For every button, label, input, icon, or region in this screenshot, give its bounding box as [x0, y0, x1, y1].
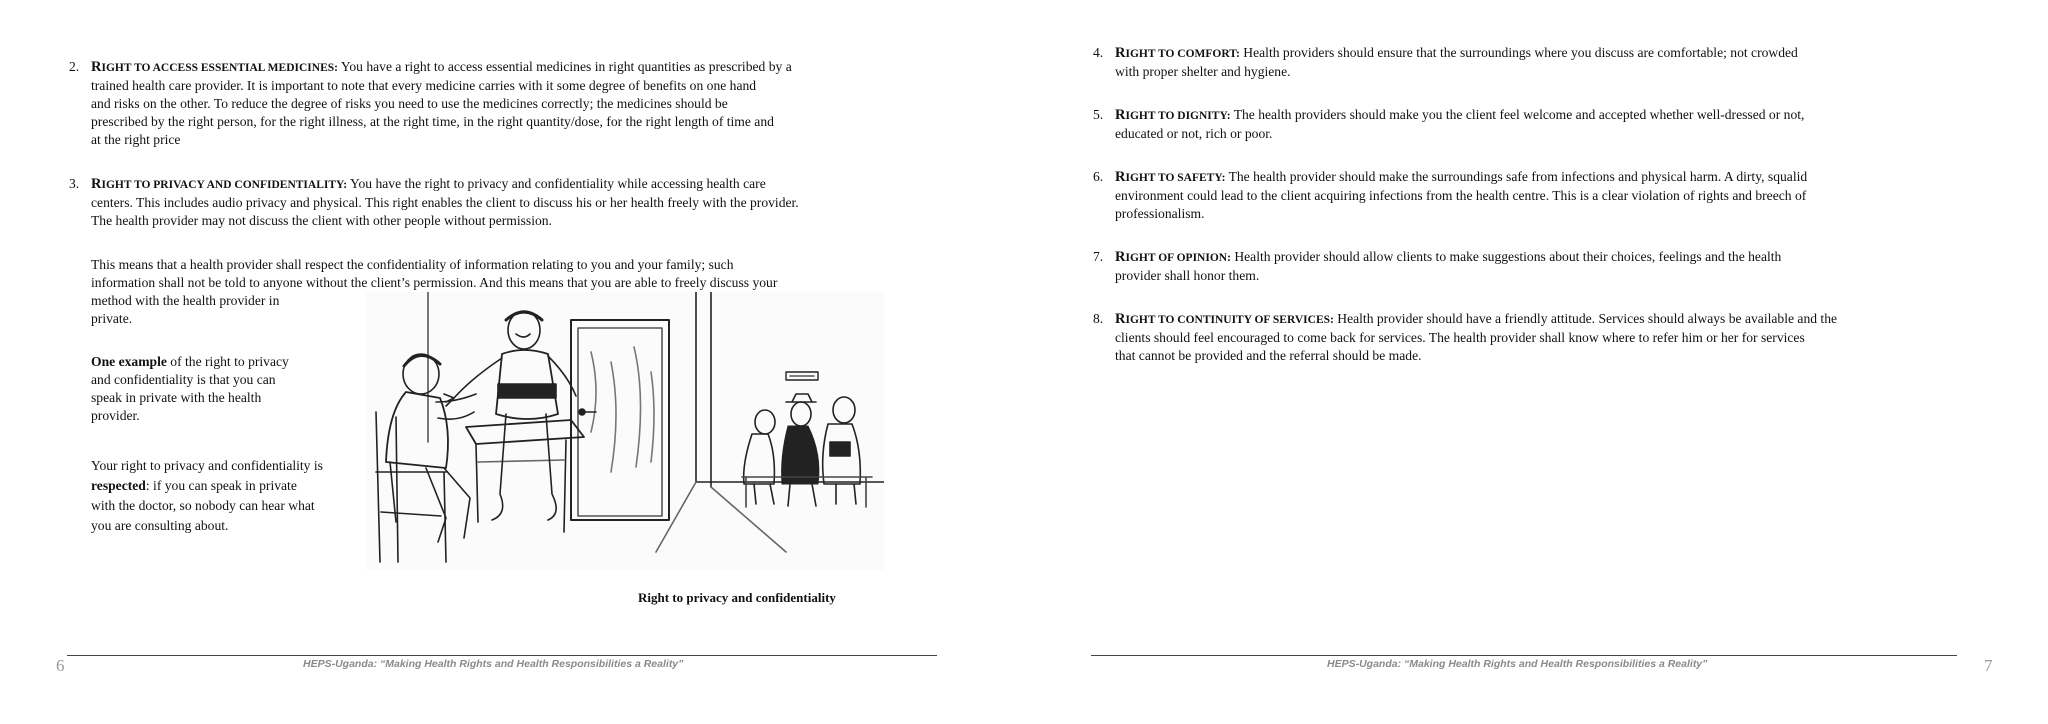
paragraph-line: speak in private with the health — [91, 390, 262, 405]
paragraph-line: This means that a health provider shall respect the confidentiality of information relating to you and your family; such — [91, 257, 734, 272]
footer-divider — [67, 655, 937, 656]
item-heading: RIGHT TO ACCESS ESSENTIAL MEDICINES: — [91, 59, 338, 75]
paragraph-line: of the right to privacy — [170, 354, 289, 369]
item-text: The health providers should make you the client feel welcome and accepted whether well-dressed or not, — [1233, 107, 1805, 122]
item-heading: RIGHT TO SAFETY: — [1115, 169, 1226, 185]
item-text: at the right price — [91, 132, 181, 147]
paragraph-line: : if you can speak in private — [145, 478, 297, 493]
page-number: 6 — [56, 656, 65, 675]
list-item-right-to-dignity — [1093, 106, 1955, 143]
item-text: clients should feel encouraged to come back for services. The health provider shall know where to refer him or her for services — [1115, 330, 1805, 345]
item-number: 5. — [1093, 107, 1104, 122]
item-text: You have a right to access essential medicines in right quantities as prescribed by a — [340, 59, 792, 74]
paragraph-line: with the doctor, so nobody can hear what — [91, 498, 315, 513]
item-text: centers. This includes audio privacy and physical. This right enables the client to discuss his or her health freely with the provider. — [91, 195, 799, 210]
right-page — [1024, 0, 2048, 724]
item-text: and risks on the other. To reduce the degree of risks you need to use the medicines correctly; the medicines should be — [91, 96, 728, 111]
item-heading: RIGHT TO CONTINUITY OF SERVICES: — [1115, 311, 1334, 327]
footer-tagline: HEPS-Uganda: “Making Health Rights and Health Responsibilities a Reality” — [1327, 658, 1708, 670]
item-number: 7. — [1093, 249, 1104, 264]
list-item-right-of-opinion — [1093, 248, 1955, 285]
paragraph-line: provider. — [91, 408, 140, 423]
item-text: The health provider may not discuss the client with other people without permission. — [91, 213, 552, 228]
item-number: 8. — [1093, 311, 1104, 326]
item-text: environment could lead to the client acquiring infections from the health centre. This is a clear violation of rights and breech of — [1115, 188, 1807, 203]
item-heading: RIGHT TO PRIVACY AND CONFIDENTIALITY: — [91, 176, 348, 192]
paragraph-line: you are consulting about. — [91, 518, 229, 533]
item-number: 2. — [69, 59, 80, 74]
item-text: trained health care provider. It is important to note that every medicine carries with it some degree of benefits on one hand — [91, 78, 757, 93]
item-text: professionalism. — [1115, 206, 1205, 221]
illustration-caption: Right to privacy and confidentiality — [638, 590, 836, 605]
respected-bold: respected — [91, 478, 146, 493]
item-number: 4. — [1093, 45, 1104, 60]
item-text: Health provider should allow clients to make suggestions about their choices, feelings and the health — [1234, 249, 1782, 264]
paragraph-line: information shall not be told to anyone without the client’s permission. And this means that you are able to freely discuss your — [91, 275, 778, 290]
list-item-right-to-continuity — [1093, 310, 1965, 365]
list-item-right-to-safety — [1093, 168, 1955, 223]
list-item-right-to-comfort — [1093, 44, 1955, 81]
clinic-consultation-illustration — [366, 292, 884, 570]
item-number: 3. — [69, 176, 80, 191]
example-paragraph — [91, 353, 361, 425]
paragraph-line: method with the health provider in — [91, 293, 280, 308]
item-text: The health provider should make the surroundings safe from infections and physical harm. A dirty, squalid — [1228, 169, 1808, 184]
paragraph-line: Your right to privacy and confidentiality is — [91, 458, 323, 473]
example-bold: One example — [91, 354, 167, 369]
list-item-right-to-access-medicines — [69, 58, 891, 149]
item-text: educated or not, rich or poor. — [1115, 126, 1273, 141]
page-number: 7 — [1984, 656, 1993, 675]
footer-tagline: HEPS-Uganda: “Making Health Rights and Health Responsibilities a Reality” — [303, 658, 684, 670]
item-heading: RIGHT OF OPINION: — [1115, 249, 1231, 265]
item-text: with proper shelter and hygiene. — [1115, 64, 1291, 79]
item-text: provider shall honor them. — [1115, 268, 1260, 283]
item-text: Health providers should ensure that the surroundings where you discuss are comfortable; not crowded — [1243, 45, 1798, 60]
item-text: prescribed by the right person, for the right illness, at the right time, in the right quantity/dose, for the right length of time and — [91, 114, 774, 129]
item-text: Health provider should have a friendly attitude. Services should always be available and the — [1337, 311, 1838, 326]
item-heading: RIGHT TO COMFORT: — [1115, 45, 1240, 61]
respected-paragraph — [91, 456, 371, 536]
paragraph-line: and confidentiality is that you can — [91, 372, 276, 387]
item-heading: RIGHT TO DIGNITY: — [1115, 107, 1231, 123]
footer-divider — [1091, 655, 1957, 656]
paragraph-line: private. — [91, 311, 133, 326]
item-text: You have the right to privacy and confidentiality while accessing health care — [350, 176, 766, 191]
item-text: that cannot be provided and the referral should be made. — [1115, 348, 1422, 363]
item-number: 6. — [1093, 169, 1104, 184]
list-item-right-to-privacy — [69, 175, 901, 230]
